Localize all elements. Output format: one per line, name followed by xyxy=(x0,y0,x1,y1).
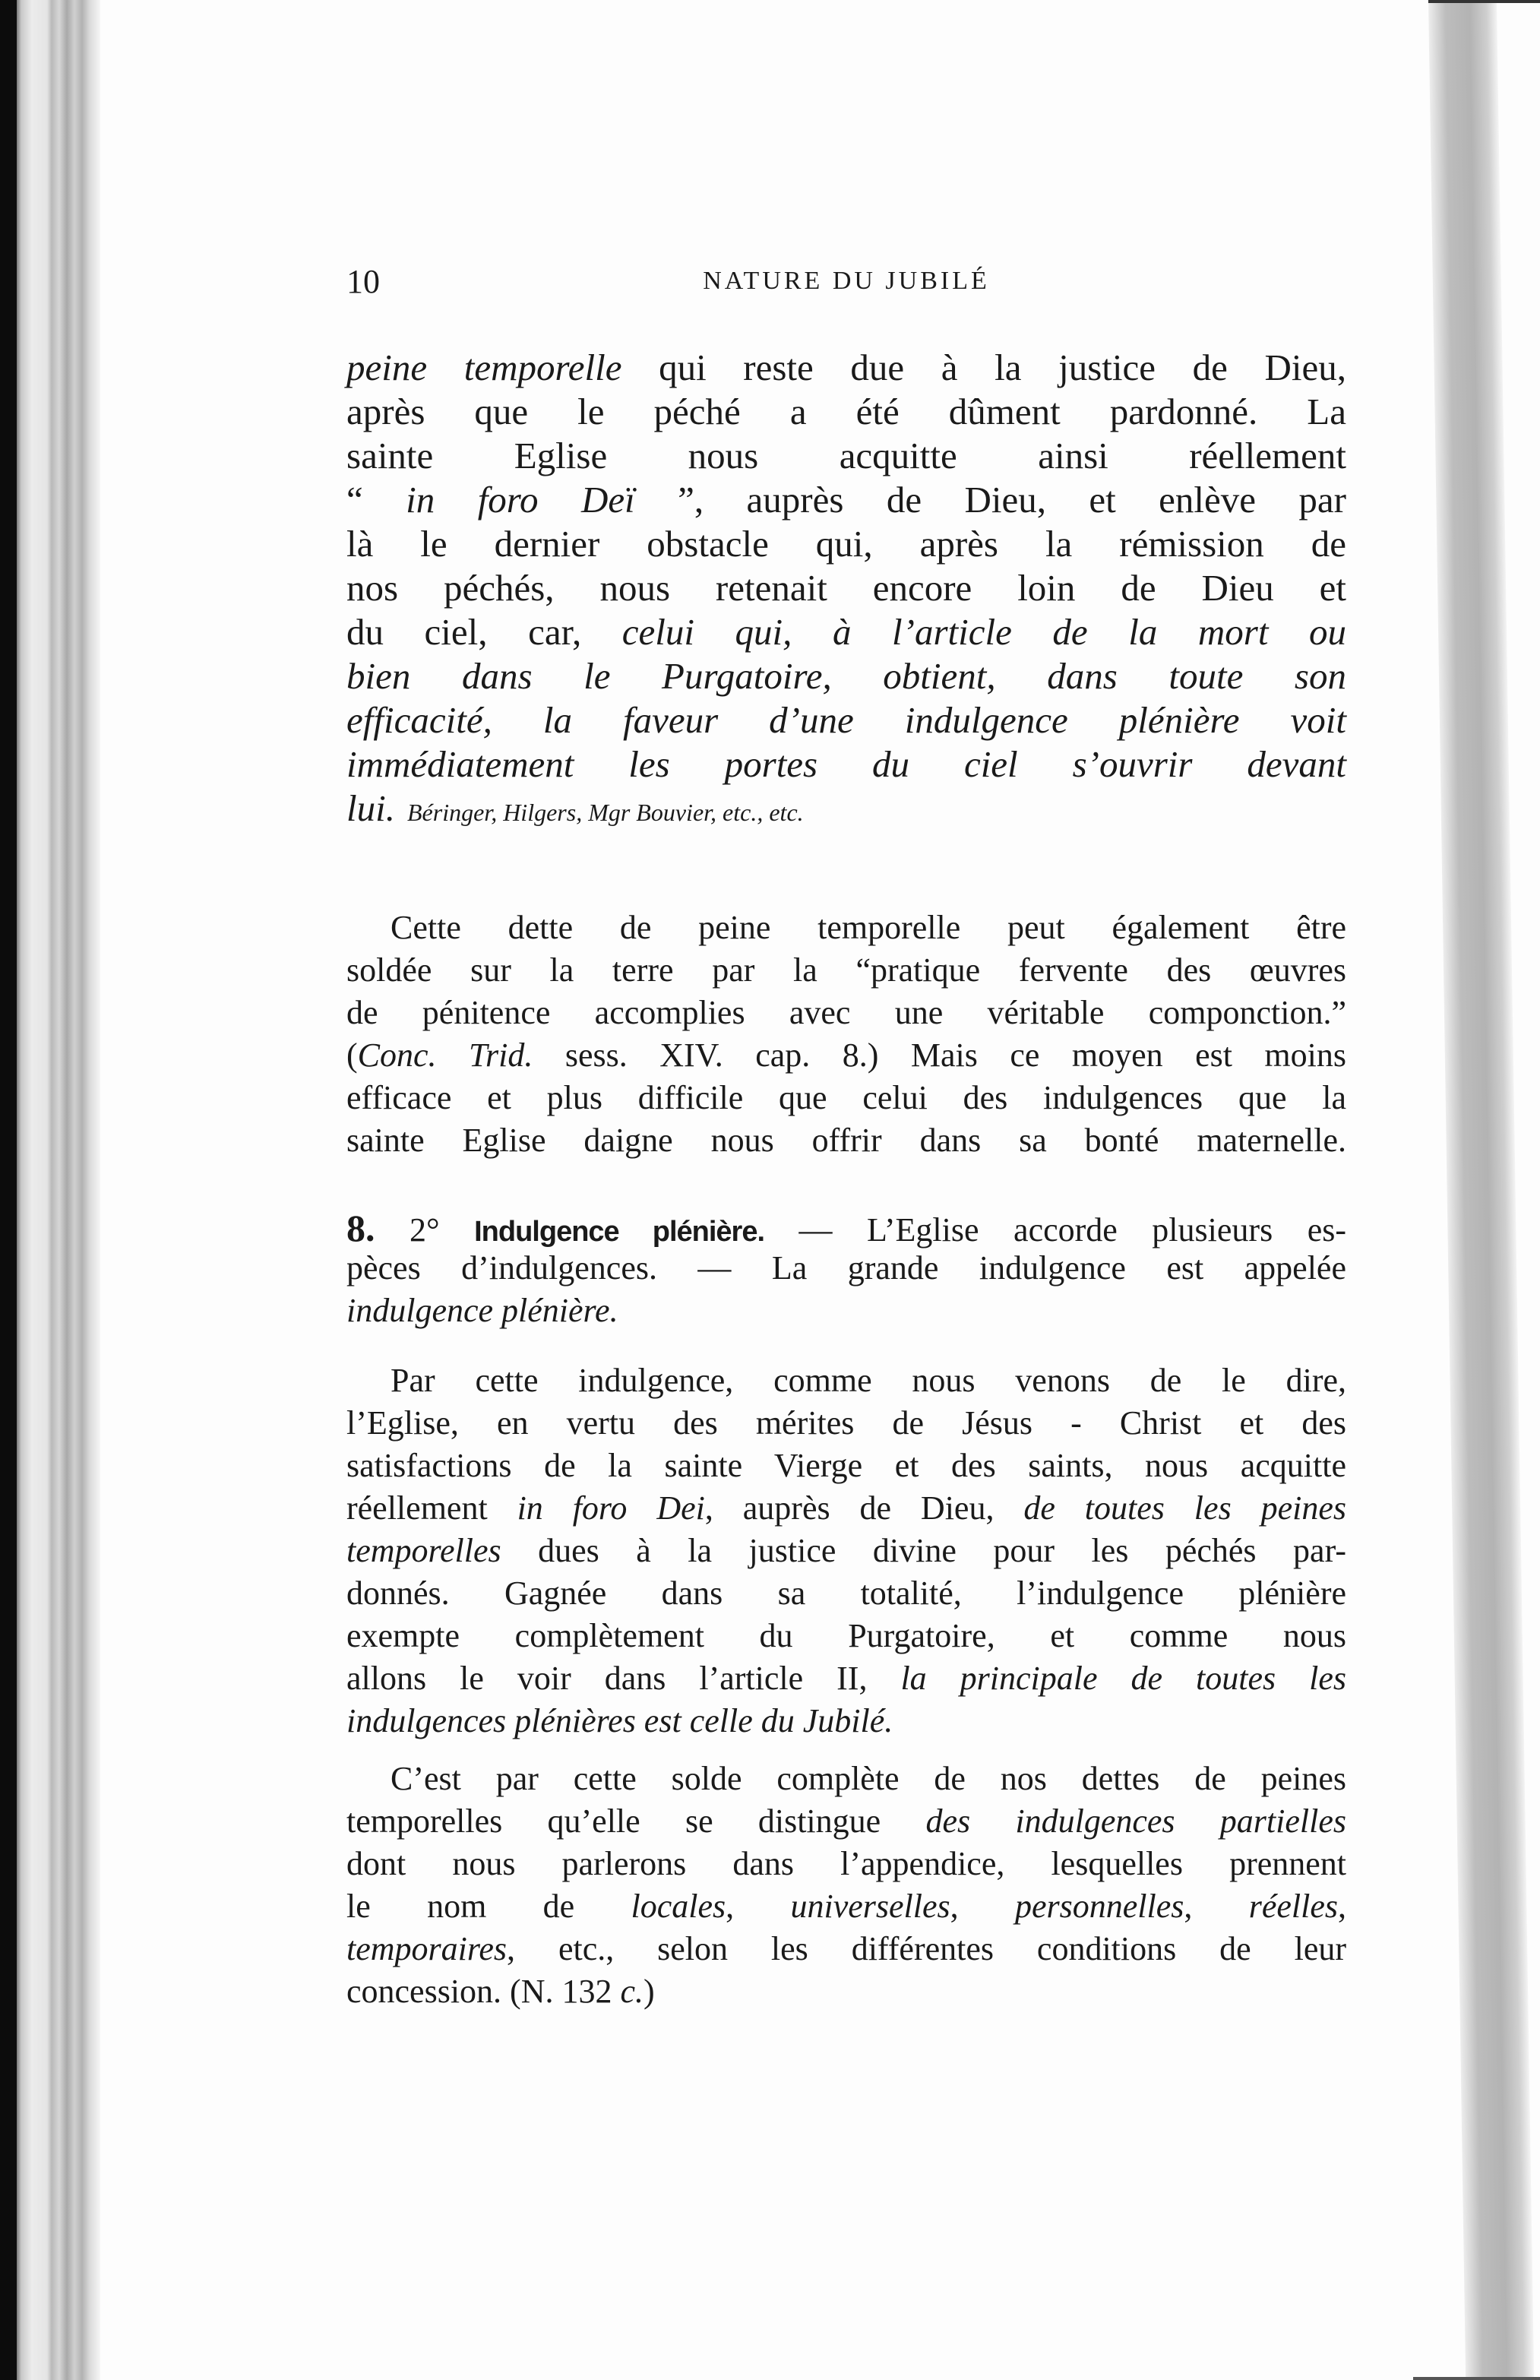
text-line xyxy=(346,1701,1346,1740)
text: l’Eglise, en vertu des mérites de Jésus - Christ et des xyxy=(346,1404,1346,1442)
citation: Béringer, Hilgers, Mgr Bouvier, etc., etc. xyxy=(394,799,804,826)
text: dues à la justice divine pour les péchés par- xyxy=(501,1532,1346,1569)
text: Cette dette de peine temporelle peut également être xyxy=(391,909,1346,946)
text-line xyxy=(346,610,1346,654)
text: , xyxy=(726,1888,791,1925)
italic-text: universelles xyxy=(790,1888,950,1925)
text: , xyxy=(950,1888,1015,1925)
text-line xyxy=(346,1249,1346,1287)
text-line xyxy=(346,1574,1346,1613)
text-line xyxy=(346,654,1346,698)
text-line xyxy=(346,786,1346,830)
running-title: NATURE DU JUBILÉ xyxy=(703,267,990,295)
text-line xyxy=(391,908,1346,947)
italic-text: locales xyxy=(631,1888,726,1925)
text-line xyxy=(346,1489,1346,1527)
text: ( xyxy=(346,1037,358,1074)
text: le nom de xyxy=(346,1888,631,1925)
bold-heading: Indulgence plénière. xyxy=(474,1216,765,1248)
text-line xyxy=(391,1759,1346,1798)
text-line xyxy=(346,478,1346,521)
italic-text: lui. xyxy=(346,787,395,829)
text-line xyxy=(346,1404,1346,1442)
text: — L’Eglise accorde plusieurs es- xyxy=(764,1211,1346,1249)
text-line xyxy=(346,566,1346,609)
text: , etc., selon les différentes conditions de leur xyxy=(507,1930,1346,1967)
text: concession. (N. 132 xyxy=(346,1973,621,2010)
italic-text: indulgences plénières est celle du Jubilé. xyxy=(346,1702,893,1739)
italic-text: in foro Deï xyxy=(406,479,635,521)
page-number: 10 xyxy=(346,263,380,300)
text-line xyxy=(346,1802,1346,1840)
italic-text: temporelles xyxy=(346,1532,501,1569)
book-gutter-shadow xyxy=(1428,0,1534,2380)
text: après que le péché a été dûment pardonné. La xyxy=(346,391,1346,432)
page-header xyxy=(346,262,1346,300)
italic-text: in foro Dei xyxy=(517,1489,705,1527)
text-line xyxy=(346,390,1346,433)
text: du ciel, car, xyxy=(346,611,622,653)
italic-text: immédiatement les portes du ciel s’ouvrir devant xyxy=(346,743,1346,785)
text: efficace et plus difficile que celui des indulgences que la xyxy=(346,1079,1346,1116)
italic-text: réelles xyxy=(1248,1888,1338,1925)
text: , xyxy=(1338,1888,1346,1925)
text: pèces d’indulgences. — La grande indulgence est appelée xyxy=(346,1249,1346,1287)
text-line xyxy=(346,1659,1346,1698)
text: sess. XIV. cap. 8.) Mais ce moyen est moins xyxy=(533,1037,1346,1074)
italic-text: des indulgences partielles xyxy=(925,1802,1346,1840)
text: sainte Eglise nous acquitte ainsi réellement xyxy=(346,435,1346,476)
italic-text: temporaires xyxy=(346,1930,508,1967)
text: “ xyxy=(346,479,406,521)
text-line xyxy=(346,1887,1346,1926)
page-stack-edge xyxy=(17,0,100,2380)
text: qui reste due à la justice de Dieu, xyxy=(621,347,1346,388)
text-line xyxy=(346,1036,1346,1074)
text: réellement xyxy=(346,1489,517,1527)
text: C’est par cette solde complète de nos dettes de peines xyxy=(391,1760,1346,1797)
text: , auprès de Dieu, xyxy=(704,1489,1024,1527)
italic-text: celui qui, à l’article de la mort ou xyxy=(621,611,1347,653)
text: temporelles qu’elle se distingue xyxy=(346,1802,926,1840)
text: ”, auprès de Dieu, et enlève par xyxy=(634,479,1347,521)
scan-border-top xyxy=(1428,0,1540,3)
text-line xyxy=(346,1121,1346,1160)
italic-text: de toutes les peines xyxy=(1023,1489,1346,1527)
section-number: 8. xyxy=(346,1207,375,1249)
text: 2° xyxy=(375,1211,475,1249)
italic-text: efficacité, la faveur d’une indulgence plénière voit xyxy=(346,699,1346,741)
text-line xyxy=(346,434,1346,477)
italic-text: peine temporelle xyxy=(346,347,622,388)
text-line xyxy=(346,1616,1346,1655)
text: là le dernier obstacle qui, après la rémission de xyxy=(346,523,1346,565)
text-line xyxy=(346,1531,1346,1570)
italic-text: indulgence plénière. xyxy=(346,1292,618,1329)
text: allons le voir dans l’article II, xyxy=(346,1660,901,1697)
text: exempte complètement du Purgatoire, et comme nous xyxy=(346,1617,1346,1654)
text-line xyxy=(346,742,1346,786)
text-line xyxy=(346,1078,1346,1117)
italic-text: c. xyxy=(620,1973,644,2010)
text-line xyxy=(346,346,1346,389)
text-line xyxy=(346,1929,1346,1968)
italic-text: bien dans le Purgatoire, obtient, dans toute son xyxy=(346,655,1346,697)
text-line xyxy=(391,1361,1346,1400)
text-line xyxy=(346,951,1346,989)
text-line xyxy=(346,1206,1346,1250)
text: ) xyxy=(644,1973,655,2010)
text-line xyxy=(346,1844,1346,1883)
italic-text: personnelles xyxy=(1014,1888,1184,1925)
text-line xyxy=(346,522,1346,565)
text: donnés. Gagnée dans sa totalité, l’indulgence plénière xyxy=(346,1575,1346,1612)
text: , xyxy=(1184,1888,1249,1925)
text-line xyxy=(346,993,1346,1032)
text: sainte Eglise daigne nous offrir dans sa bonté maternelle. xyxy=(346,1122,1346,1159)
text-line xyxy=(346,1972,1346,2011)
italic-text: Conc. Trid. xyxy=(357,1037,533,1074)
text: dont nous parlerons dans l’appendice, lesquelles prennent xyxy=(346,1845,1346,1882)
italic-text: la principale de toutes les xyxy=(900,1660,1346,1697)
text: Par cette indulgence, comme nous venons de le dire, xyxy=(391,1362,1346,1399)
text: soldée sur la terre par la “pratique fervente des œuvres xyxy=(346,951,1346,989)
text-line xyxy=(346,1291,1346,1330)
text: nos péchés, nous retenait encore loin de Dieu et xyxy=(346,567,1346,609)
scan-edge-dark xyxy=(0,0,17,2380)
scan-border-bottom xyxy=(1413,2377,1540,2380)
text-line xyxy=(346,698,1346,742)
text: de pénitence accomplies avec une véritable componction.” xyxy=(346,994,1346,1031)
text: satisfactions de la sainte Vierge et des saints, nous acquitte xyxy=(346,1447,1346,1484)
text-line xyxy=(346,1446,1346,1485)
